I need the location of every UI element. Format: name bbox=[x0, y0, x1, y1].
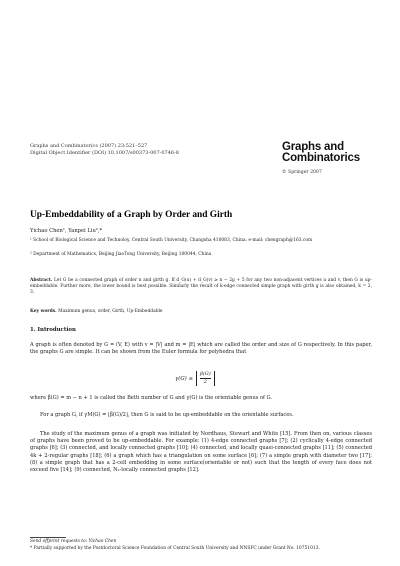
doi-line: Digital Object Identifier (DOI) 10.1007/s00373-007-0746-8 bbox=[30, 150, 179, 156]
intro-paragraph-3: For a graph G, if γM(G) = ⌊β(G)/2⌋, then G is said to be up-embeddable on the orientable surfaces. bbox=[40, 412, 294, 418]
abstract bbox=[30, 278, 372, 296]
fraction-numerator: β(G) bbox=[199, 371, 211, 377]
section-heading: 1. Introduction bbox=[30, 327, 76, 333]
fraction-denominator: 2 bbox=[203, 379, 207, 385]
keywords-label: Key words. bbox=[30, 309, 57, 314]
footnote-rule bbox=[30, 537, 66, 538]
abstract-label: Abstract. bbox=[30, 278, 53, 283]
journal-header bbox=[30, 143, 179, 157]
keywords-text: Maximum genus, order, Girth, Up-Embeddable bbox=[58, 309, 163, 314]
author-list: Yichao Chen¹, Yanpei Liu²,* bbox=[30, 228, 103, 234]
abstract-text: Let G be a connected graph of order n and girth g. If d_G(u) + d_G(v) ≥ n − 2g + 5 for any two non-adjacent vertices u and v, then G is up-embeddable. Further more, the lower bound is best possible. Similarly the result of k-edge connected simple graph with girth g is also obtained, k = 2, 3. bbox=[30, 278, 372, 295]
intro-paragraph-1: A graph is often denoted by G = (V, E) with v = |V| and m = |E| which are called the order and size of G respectively. In this paper, the graphs G are simple. It can be shown from the Euler formula for polyhedra that bbox=[30, 342, 372, 356]
journal-brand bbox=[282, 142, 360, 164]
affiliation-1: ¹ School of Biological Science and Technoloy, Central South University, Changsha 410083, China. e-mail: chengraph@163.com bbox=[30, 238, 313, 243]
affiliation-2: ² Department of Mathematics, Beijing JiaoTong University, Beijing 100044, China bbox=[30, 252, 212, 257]
copyright-notice: © Springer 2007 bbox=[282, 170, 322, 175]
keywords bbox=[30, 309, 163, 314]
journal-citation: Graphs and Combinatorics (2007) 23:521–527 bbox=[30, 143, 148, 149]
formula-lhs: γ(G) ≤ bbox=[175, 375, 193, 382]
euler-formula bbox=[175, 371, 215, 386]
footnote-funding: * Partially supported by the Postdoctoral Science Foundation of Central South University and NNSFC under Grant No. 10751013. bbox=[30, 546, 320, 551]
brand-line-2: Combinatorics bbox=[282, 152, 360, 164]
brand-line-1: Graphs and bbox=[282, 141, 344, 153]
footnote-offprint: Send offprint requests to: Yichao Chen bbox=[30, 539, 117, 544]
floor-fraction bbox=[196, 371, 215, 386]
intro-paragraph-2: where β(G) = m − n + 1 is called the Betti number of G and γ(G) is the orientable genus of G. bbox=[30, 395, 273, 401]
paper-title: Up-Embeddability of a Graph by Order and Girth bbox=[30, 210, 233, 220]
intro-paragraph-4: The study of the maximum genus of a graph was initiated by Nordhaus, Stewart and White [15]. From then on, various classes of graphs have been proved to be up-embeddable. For example: (1) 4-edge connected graphs [7]; (2) cyclically 4-edge connected graphs [6]; (3) connected, and locally connected graphs [10]; (4) connected, and locally quasi-connected graphs [11]; (5) connected 4k + 2-regular graphs [18]; (6) a graph which has a triangulation on some surface [6]; (7) a simple graph with diameter two [17]; (8) a simple graph that has a 2-cell embedding in some surface(orientable or not) such that the length of every face does not exceed five [14]; (9) connected, N₂-locally connected graphs [12]. bbox=[30, 431, 372, 474]
